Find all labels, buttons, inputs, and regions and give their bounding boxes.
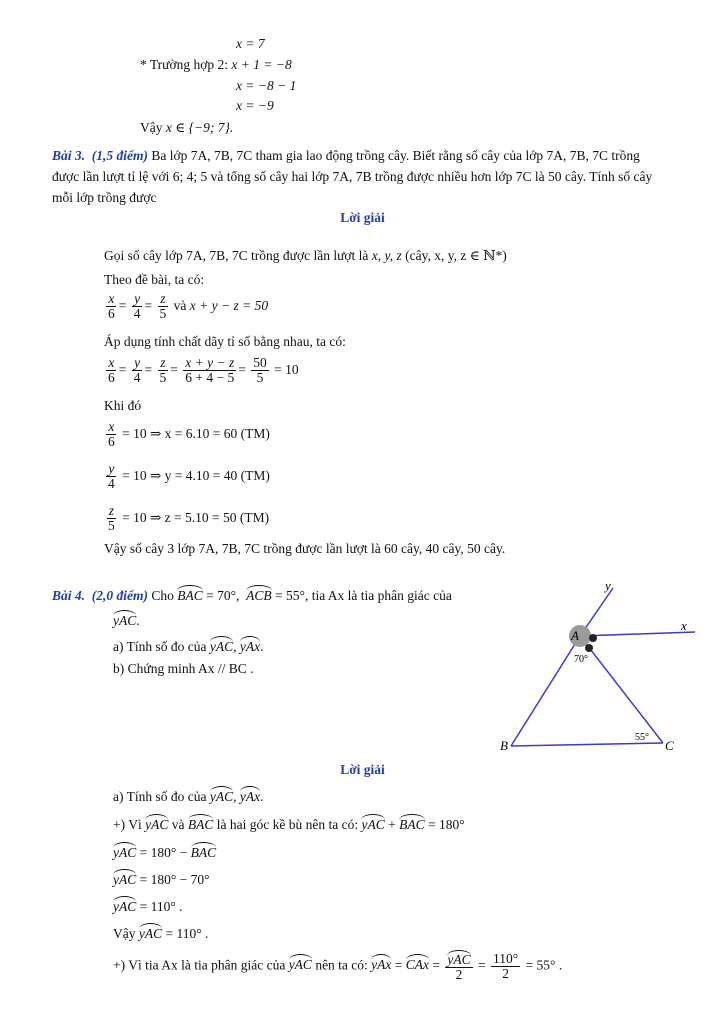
case2-line: * Trường hợp 2: x + 1 = −8 bbox=[140, 57, 292, 72]
label-angle-55: 55° bbox=[635, 732, 649, 743]
bai4-solution-title: Lời giải bbox=[340, 762, 385, 777]
conclusion-x-set: Vậy x ∈ {−9; 7}. bbox=[140, 120, 234, 135]
bai4-yac-line: yAC. bbox=[113, 610, 140, 629]
label-x: x bbox=[681, 618, 687, 633]
bai4-sol-step2: yAC = 180° − 70° bbox=[113, 869, 210, 888]
bai4-sol-a: a) Tính số đo của yAC, yAx. bbox=[113, 786, 263, 805]
bai3-result-z: $\frac{z}{5}$ = 10 ⇒ z = 5.10 = 50 (TM) bbox=[108, 503, 270, 534]
eq-x-7: x = 7 bbox=[236, 36, 265, 51]
bai4-sol-step3: yAC = 110° . bbox=[113, 896, 183, 915]
bai3-chain-eq: $\frac{x}{6}$ = $\frac{y}{4}$ = $\frac{z}{5}$ = $\frac{x + y - z}{6 + 4 - 5}$ = $\frac{50}{5}$ = 10 bbox=[108, 355, 299, 386]
label-b: B bbox=[500, 738, 508, 753]
label-y: y bbox=[605, 578, 611, 593]
eq-x-minus8-minus1: x = −8 − 1 bbox=[236, 78, 297, 93]
bai4-part-b: b) Chứng minh Ax // BC . bbox=[113, 661, 254, 676]
label-angle-70: 70° bbox=[574, 654, 588, 665]
bai4-part-a: a) Tính số đo của yAC, yAx. bbox=[113, 636, 263, 655]
angle-dot-1 bbox=[589, 634, 597, 642]
bai4-problem: Bài 4. (2,0 điểm) Cho BAC = 70°, ACB = 55°, tia Ax là tia phân giác của bbox=[52, 585, 452, 604]
ray-ax bbox=[580, 632, 695, 636]
eq-x-minus9: x = −9 bbox=[236, 98, 274, 113]
bai3-theo: Theo đề bài, ta có: bbox=[104, 272, 205, 287]
bai4-sol-kebu: +) Vì yAC và BAC là hai góc kề bù nên ta có: yAC + BAC = 180° bbox=[113, 814, 465, 833]
bai3-conclusion: Vậy số cây 3 lớp 7A, 7B, 7C trồng được lần lượt là 60 cây, 40 cây, 50 cây. bbox=[104, 541, 506, 556]
bai3-problem-line2: được lần lượt tỉ lệ với 6; 4; 5 và tổng số cây hai lớp 7A, 7B trồng được nhiều hơn lớp 7C là 50 cây. Tính số cây bbox=[52, 169, 653, 184]
bai3-solution-title: Lời giải bbox=[340, 210, 385, 225]
bai3-ratio-eq: $\frac{x}{6}$ = $\frac{y}{4}$ = $\frac{z}{5}$ và x + y − z = 50 bbox=[108, 291, 269, 322]
bai3-problem: Bài 3. (1,5 điểm) Ba lớp 7A, 7B, 7C tham gia lao động trồng cây. Biết rằng số cây của lớp 7A, 7B, 7C trồng bbox=[52, 148, 640, 163]
label-c: C bbox=[665, 738, 674, 753]
segment-bc bbox=[511, 743, 663, 746]
bai4-sol-step1: yAC = 180° − BAC bbox=[113, 842, 216, 861]
triangle-figure bbox=[495, 578, 705, 758]
segment-ac bbox=[580, 636, 663, 743]
bai3-apdung: Áp dụng tính chất dãy tỉ số bằng nhau, ta có: bbox=[104, 334, 346, 349]
bai3-goi: Gọi số cây lớp 7A, 7B, 7C trồng được lần lượt là x, y, z (cây, x, y, z ∈ ℕ*) bbox=[104, 248, 507, 263]
bai3-result-y: $\frac{y}{4}$ = 10 ⇒ y = 4.10 = 40 (TM) bbox=[108, 461, 270, 492]
segment-ab bbox=[511, 636, 580, 746]
label-a: A bbox=[571, 628, 579, 643]
bai4-sol-vay: Vậy yAC = 110° . bbox=[113, 923, 208, 942]
bai4-sol-bisector: +) Vì tia Ax là tia phân giác của yAC nên ta có: yAx = CAx = $\frac{\text{yAC}}{2}$ = $\frac{110^\circ}{2}$ = 55° . bbox=[113, 950, 563, 983]
angle-dot-2 bbox=[585, 644, 593, 652]
bai3-khido: Khi đó bbox=[104, 398, 142, 413]
bai3-problem-line3: mỗi lớp trồng được bbox=[52, 190, 157, 205]
bai3-result-x: $\frac{x}{6}$ = 10 ⇒ x = 6.10 = 60 (TM) bbox=[108, 419, 270, 450]
